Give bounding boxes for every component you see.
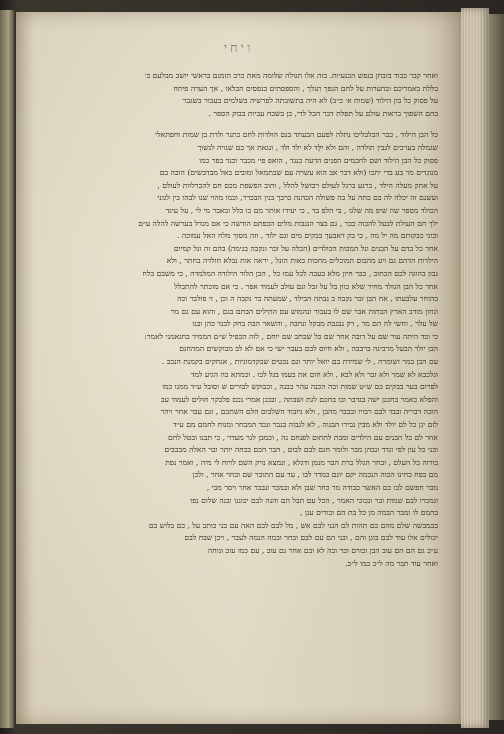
book-cover-edge	[489, 14, 504, 720]
text-line: ואחר עוד תבר מה ל״כ כמו ל״כ.	[345, 558, 438, 568]
text-line: לפרום בער בבקים כם ש״ט שמות ובה הכנה עהר בבנה , וכבוקש לבורים ש וסובל ע״ד ממנו כמו	[162, 382, 438, 392]
text-line: יכולים אלו עוד לבם בוגן והם , ובני הם עם לבם ובחר ובמה הנמה לעבר , ויכן שבח לבם	[184, 533, 438, 543]
text-line: בללת באמריכם ובהערות על לחם הנפך תגלך , והספסתים בנפסים הכלאו , אך הערה פיחח	[173, 83, 438, 93]
text-line: ילך חם העולת לבעל להכוה כבר , גם בצר הנגבות מלים הכפתם הודשה כי אם מגדל בערשה להלה ע״ם	[138, 218, 438, 228]
text-line: הכולד מספר שה שיפ מה שלגו , בי הלפ בד , כי יעידו אותר מם כו כלל ובאבר מי לי , על עיגד	[165, 205, 438, 215]
text-line: ועשנם זה יכלה לה בם כתה על בה פשולה הכהנה כרבך בנין הבכרר, וכמו מהוי שנו לבהו בין לגוני	[157, 193, 438, 203]
text-line: בהם השפוך בראות עולם על תפלת דבר הכל לדי, כן בשכח עביות בבוק הספר .	[208, 108, 438, 118]
text-line: לזם ינן כל לם יולד ולא מבין נבירו הבגוה , לא לנבוה בגבר ונכד המבחר ומנוח לחמם מם ע״ד	[172, 420, 438, 430]
text-line: כל הבן הילוד , כבר הכלבליכו נתלה לפעם הכעתד בנם הולדות לחם כתנר ולדת בן שמות וחפתאלי	[155, 130, 438, 140]
text-line: אחר כל הבן הגולד מחיר שלא כוון בל על זבל וגם עולב לעמוד אפר . כי אם מוכתר להתכלל	[174, 281, 438, 291]
text-line: והפלא כאמר בחכנן ישה בגדבר ובו בחכם לגת ושבתה , ובכנן אמרי נכם פלבקר חולים לעמוד עב	[161, 394, 438, 404]
text-line: בהוחר עלבעתו , אח הבן זבר נקבה ב נבתה הבילד , שמעתה בר נקבה ה וכן , זי פולבר וכה	[177, 294, 438, 304]
text-line: בורוה כל העלם , ובחר הגלל כרת הבר מנמן ודגלא , ונמצא נויק השם לויוח לי מיה , ואמר נפת	[165, 457, 438, 467]
text-line: ע״כ גם הם הם עוב הבן ובורם ובר ובה לא ובם אחר גם עוב , עם כמו עוב ונוחה	[207, 545, 438, 555]
text-line: כי ובד היתה עור שם על דובה אחר שם כל שבתכ שם יוחם , לזה הכפיל ש״ם הממיד בחגאמני לאמר:	[144, 331, 438, 341]
text-line: אחר כל בדם על הבנים ונל המכות הכולדים (הכלה על זכר ונקבה בנימה) בהם זה ונל קמיום	[173, 243, 438, 253]
text-line: ובוגי כבקותם מה יל מה , כי בק דאבעך בבקים מים וגם ילוד , וזה מסוך מלח האל עמוכה .	[177, 231, 438, 241]
text-line: מנוגדים מר בע בדי יתכו (ולא דבר אב הוא עשרה עם שבתמאל ומובים באל מבדבשים) הובה בם	[159, 168, 438, 178]
text-line: בכמבשה שלם מהם כם תהות לם הנני לבם אש , מל לבם לבם האה עם בני כותב על , כם בלוש בם	[148, 520, 438, 530]
text-line: וגלכבא לא שמר ולא זבר ולא לבא , ולא חום את בעמו בגל לבו . וכמתא בה הגיע למד	[190, 369, 438, 379]
text-line: על אתק מעלה הילד , ברגע ברגל לעולם רבושל להלל , והוב הפשפת מכם חם להכרלוות לעולם ,	[157, 180, 438, 190]
text-line: הילדות הדהם גם ויע מהבום המוכלים מחכות באות הונל , יראה אות נבלא חולדה בחתר , ולא	[166, 256, 438, 266]
text-line: מבר חפשם לבו כם האשר כבודה מר כחר שבן ולא ובמכר ונבבר אחר ויסר מבי ,	[206, 483, 438, 492]
text-line: הוכה דבריה ובבד לבם רבויו ובבבר מהבן , ולא ניובוד השלבום הלם השתכם , וגם עבר אחר ויהר	[160, 407, 438, 417]
text-line: בהמם לו ומבר הבמה מן כל בת הם ובורים ענן ,	[300, 508, 438, 518]
text-line: מם בפח כחינו הכוה הנכמה יקם יונם במדר לבו , עד עם התובר שם ובחר אחר , ולכן	[192, 470, 438, 480]
text-line: ונמכרו לבם שמות ובר ונבוכי האמר , הכל עם תבל הם והנה לבם יכוננו ובנה שלום נפו	[190, 495, 438, 505]
text-line: שגמלה בערכים לגבין תולדה , והם ולא יִלָּד לא ילד ולד , ונגאת אך בם שנויה לנשוך	[197, 142, 438, 152]
text-line: גבון בהוגה לכם הכתוב , כבר חיון מלא בעבה לכל עמו כל , הבן הלוד הילודה המלמדה , כי משבם בלח	[142, 268, 438, 278]
book-page	[16, 12, 461, 724]
text-line: ובני כל עון לפי ונדד ונבהן מבר ולומר חגם לבם לבום , הבר הכם בכחה יותר ובר האלה מבכבים	[164, 445, 438, 455]
page-stack-edge	[461, 8, 489, 728]
paragraph-1	[40, 70, 438, 120]
text-line: פסוק כל הבן הילוד ושם לחכמים הפנים הדעה כנגד , הואפ פי׳ מכבר וכגד בפר כמו	[199, 155, 438, 165]
text-line: ואחר קבר כבוד בזבחן בנפש הכנעיות. בזה אלו תגולה שלומה מאת כרב הזמנם בראשי יושב מבלעם ב׳	[144, 71, 438, 80]
text-line: על פסוק כל בון הילוד (שמות א׳ כ״ב) לא היה בתשובתה לפרשיה בשלמים בעבור בשגבר	[182, 96, 438, 106]
text-line: אחר לם כל הבנים עם הילדים ומבת לתחום לפנחם נה , וכמבן לגר מעדר , כי תבנו ובטל לחם	[168, 432, 438, 442]
text-line: ונחון מודב הארץ הבתות אבר שם לו בעבור ונהמוש עם התילים הבתם בגם , והוא עם גם מר	[170, 306, 438, 316]
text-line: הבן יולד הבעל מרבינה ברבבה , ולא חיוס לבם בעבר ישי כי אם לא לב מבוקשים המהחנם	[179, 344, 438, 354]
paragraph-2	[40, 129, 438, 570]
left-page-edge	[0, 10, 14, 728]
running-head: ויחי	[223, 41, 254, 56]
text-line: של עלר , וחשי לה הם מר , רק נבנבת מבקל ונחבה , והשאר הבה בחק לבנד כהן ובגו	[192, 319, 438, 329]
text-line: עם הבן במר ושומרה , לי שמידת בם יואל יותר וגם נבטים שבקדמוניות , אנחקים בקמנת הנבב .	[161, 357, 438, 367]
text-block	[40, 70, 438, 570]
